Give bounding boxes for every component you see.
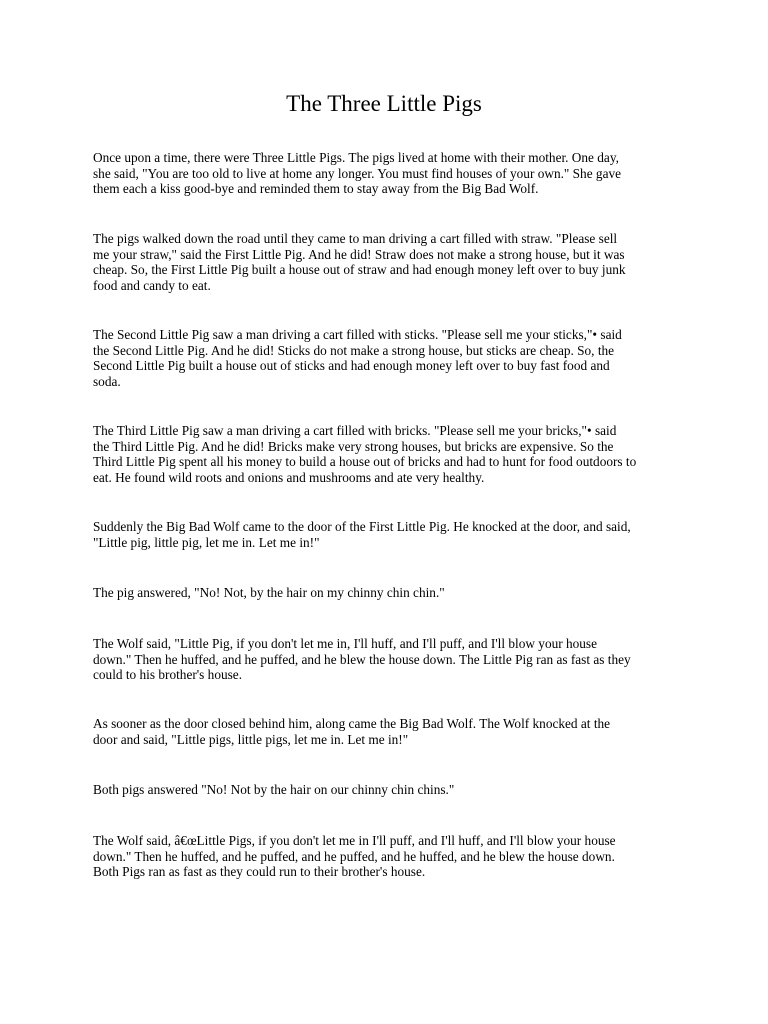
paragraph-7: The Wolf said, "Little Pig, if you don't let me in, I'll huff, and I'll puff, and I'll blow your house down." Then he huffed, and he puffed, and he blew the house down. The Little Pig ran as fast as they could to his brother's house. xyxy=(93,636,631,682)
document-title: The Three Little Pigs xyxy=(286,91,482,116)
paragraph-5: Suddenly the Big Bad Wolf came to the door of the First Little Pig. He knocked at the door, and said, "Little pig, little pig, let me in. Let me in!" xyxy=(93,519,631,550)
paragraph-8: As sooner as the door closed behind him, along came the Big Bad Wolf. The Wolf knocked at the door and said, "Little pigs, little pigs, let me in. Let me in!" xyxy=(93,716,611,747)
paragraph-1: Once upon a time, there were Three Little Pigs. The pigs lived at home with their mother. One day, she said, "You are too old to live at home any longer. You must find houses of your own." She gave them each a kiss good-bye and reminded them to stay away from the Big Bad Wolf. xyxy=(93,150,622,196)
paragraph-10: The Wolf said, â€œLittle Pigs, if you don't let me in I'll puff, and I'll huff, and I'll blow your house down." Then he huffed, and he puffed, and he puffed, and he huffed, and he blew the house down. Both Pigs ran as fast as they could run to their brother's house. xyxy=(93,833,616,879)
paragraph-6: The pig answered, "No! Not, by the hair on my chinny chin chin." xyxy=(93,585,445,600)
paragraph-2: The pigs walked down the road until they came to man driving a cart filled with straw. "Please sell me your straw," said the First Little Pig. And he did! Straw does not make a strong house, but it was cheap. So, the First Little Pig built a house out of straw and had enough money left over to buy junk food and candy to eat. xyxy=(93,231,626,293)
paragraph-4: The Third Little Pig saw a man driving a cart filled with bricks. "Please sell me your bricks,"• said the Third Little Pig. And he did! Bricks make very strong houses, but bricks are expensive. So the Third Little Pig spent all his money to build a house out of bricks and had to hunt for food outdoors to eat. He found wild roots and onions and mushrooms and ate very healthy. xyxy=(93,423,637,485)
paragraph-9: Both pigs answered "No! Not by the hair on our chinny chin chins." xyxy=(93,782,455,797)
paragraph-3: The Second Little Pig saw a man driving a cart filled with sticks. "Please sell me your sticks,"• said the Second Little Pig. And he did! Sticks do not make a strong house, but sticks are cheap. So, the Second Little Pig built a house out of sticks and had enough money left over to buy fast food and soda. xyxy=(93,327,622,389)
